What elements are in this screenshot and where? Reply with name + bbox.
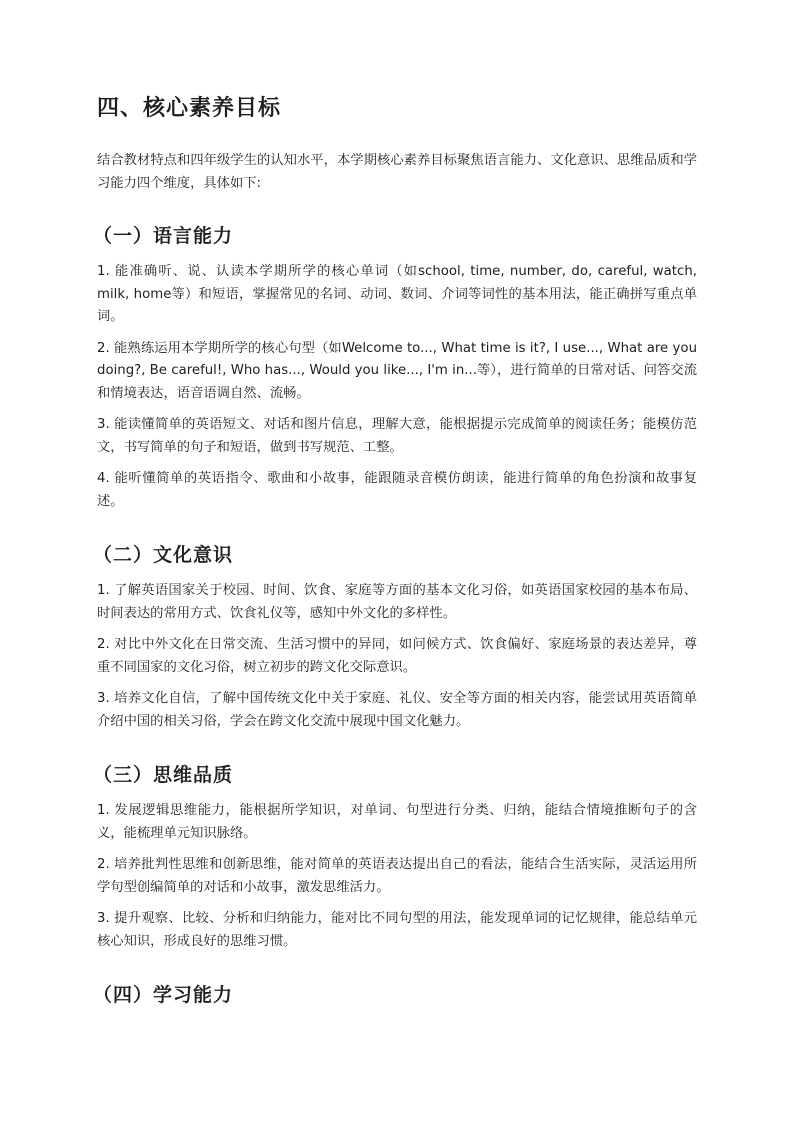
section-heading: （二）文化意识 — [93, 544, 234, 566]
section-thinking-quality — [93, 760, 697, 953]
section-cultural-awareness — [93, 540, 697, 733]
section-learning-ability — [93, 980, 697, 1010]
list-item: 3. 培养文化自信，了解中国传统文化中关于家庭、礼仪、安全等方面的相关内容，能尝试用英语简单介绍中国的相关习俗，学会在跨文化交流中展现中国文化魅力。 — [97, 691, 697, 729]
list-item: 2. 能熟练运用本学期所学的核心句型（如Welcome to..., What time is it?, I use..., What are you doing?, Be careful!, Who has..., Would you like..., I'm in...等），进行简单的日常对话、问答交流和情境表达，语音语调自然、流畅。 — [97, 340, 697, 401]
list-item: 3. 能读懂简单的英语短文、对话和图片信息，理解大意，能根据提示完成简单的阅读任务；能模仿范文，书写简单的句子和短语，做到书写规范、工整。 — [97, 417, 697, 455]
section-language-ability — [93, 221, 697, 513]
intro-paragraph: 结合教材特点和四年级学生的认知水平，本学期核心素养目标聚焦语言能力、文化意识、思维品质和学习能力四个维度，具体如下: — [97, 153, 697, 191]
list-item: 2. 培养批判性思维和创新思维，能对简单的英语表达提出自己的看法，能结合生活实际，灵活运用所学句型创编简单的对话和小故事，激发思维活力。 — [97, 857, 697, 895]
page-title: 四、核心素养目标 — [97, 96, 282, 121]
section-heading: （三）思维品质 — [93, 764, 234, 786]
list-item: 3. 提升观察、比较、分析和归纳能力，能对比不同句型的用法，能发现单词的记忆规律，能总结单元核心知识，形成良好的思维习惯。 — [97, 911, 697, 949]
list-item: 1. 能准确听、说、认读本学期所学的核心单词（如school, time, number, do, careful, watch, milk, home等）和短语，掌握常见的名词、动词、数词、介词等词性的基本用法，能正确拼写重点单词。 — [97, 264, 697, 324]
document-page — [93, 92, 697, 1037]
section-heading: （四）学习能力 — [93, 984, 234, 1006]
list-item: 4. 能听懂简单的英语指令、歌曲和小故事，能跟随录音模仿朗读，能进行简单的角色扮演和故事复述。 — [97, 471, 697, 509]
list-item: 2. 对比中外文化在日常交流、生活习惯中的异同，如问候方式、饮食偏好、家庭场景的表达差异，尊重不同国家的文化习俗，树立初步的跨文化交际意识。 — [97, 637, 697, 675]
list-item: 1. 发展逻辑思维能力，能根据所学知识，对单词、句型进行分类、归纳，能结合情境推断句子的含义，能梳理单元知识脉络。 — [97, 803, 697, 841]
section-heading: （一）语言能力 — [93, 225, 234, 247]
list-item: 1. 了解英语国家关于校园、时间、饮食、家庭等方面的基本文化习俗，如英语国家校园的基本布局、时间表达的常用方式、饮食礼仪等，感知中外文化的多样性。 — [97, 583, 697, 621]
